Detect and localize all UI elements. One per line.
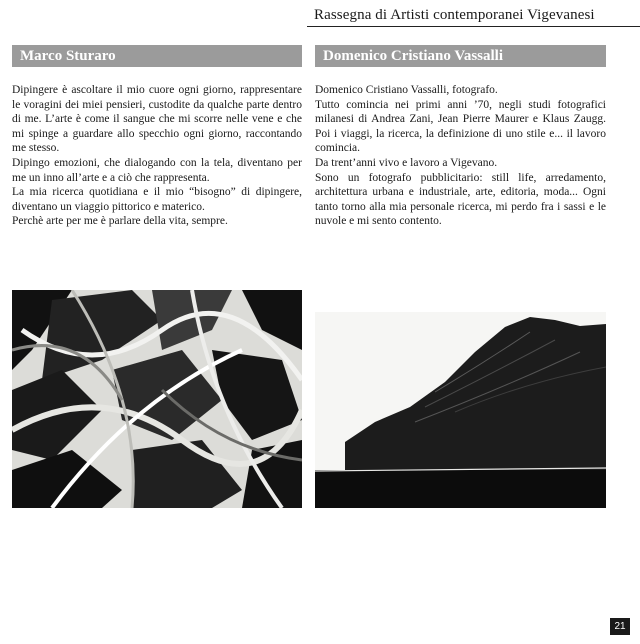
bio-paragraph: Da trent’anni vivo e lavoro a Vigevano. (315, 156, 498, 169)
mountain-photograph-image (315, 312, 606, 508)
bio-paragraph: Perchè arte per me è parlare della vita, sempre. (12, 215, 228, 228)
artist-bio-vassalli (315, 83, 606, 229)
artist-name-band-sturaro (12, 45, 302, 67)
bio-paragraph: Dipingo emozioni, che dialogando con la tela, diventano per me un inno all’arte e a ciò che rappresenta. (12, 156, 302, 184)
artist-name: Marco Sturaro (20, 48, 116, 64)
bio-paragraph: Sono un fotografo pubblicitario: still life, arredamento, architettura urbana e industriale, arte, editoria, moda... Ogni tanto torno alla mia personale ricerca, mi perdo fra i sassi e le nuvole e mi sento contento. (315, 171, 606, 228)
artist-name-band-vassalli (315, 45, 606, 67)
abstract-painting-image (12, 290, 302, 508)
page-number-badge: 21 (610, 618, 630, 635)
header-rule (307, 26, 640, 27)
bio-paragraph: Dipingere è ascoltare il mio cuore ogni giorno, rappresentare le voragini dei miei pensieri, custodite da qualche parte dentro di me. L’arte è come il sangue che mi scorre nelle vene e che mi spinge a guardare allo specchio ogni giorno, raccontando me stesso. (12, 84, 302, 155)
artist-bio-sturaro (12, 83, 302, 229)
page-header-title: Rassegna di Artisti contemporanei Vigevanesi (314, 7, 595, 23)
bio-paragraph: La mia ricerca quotidiana e il mio “bisogno” di dipingere, diventano un viaggio pittorico e materico. (12, 186, 302, 213)
bio-paragraph: Tutto comincia nei primi anni ’70, negli studi fotografici milanesi di Andrea Zani, Jean Pierre Maurer e Klaus Zaugg. Poi i viaggi, la ricerca, la definizione di uno stile e... il lavoro comincia. (315, 98, 606, 155)
artist-name: Domenico Cristiano Vassalli (323, 48, 504, 64)
bio-paragraph: Domenico Cristiano Vassalli, fotografo. (315, 84, 498, 96)
